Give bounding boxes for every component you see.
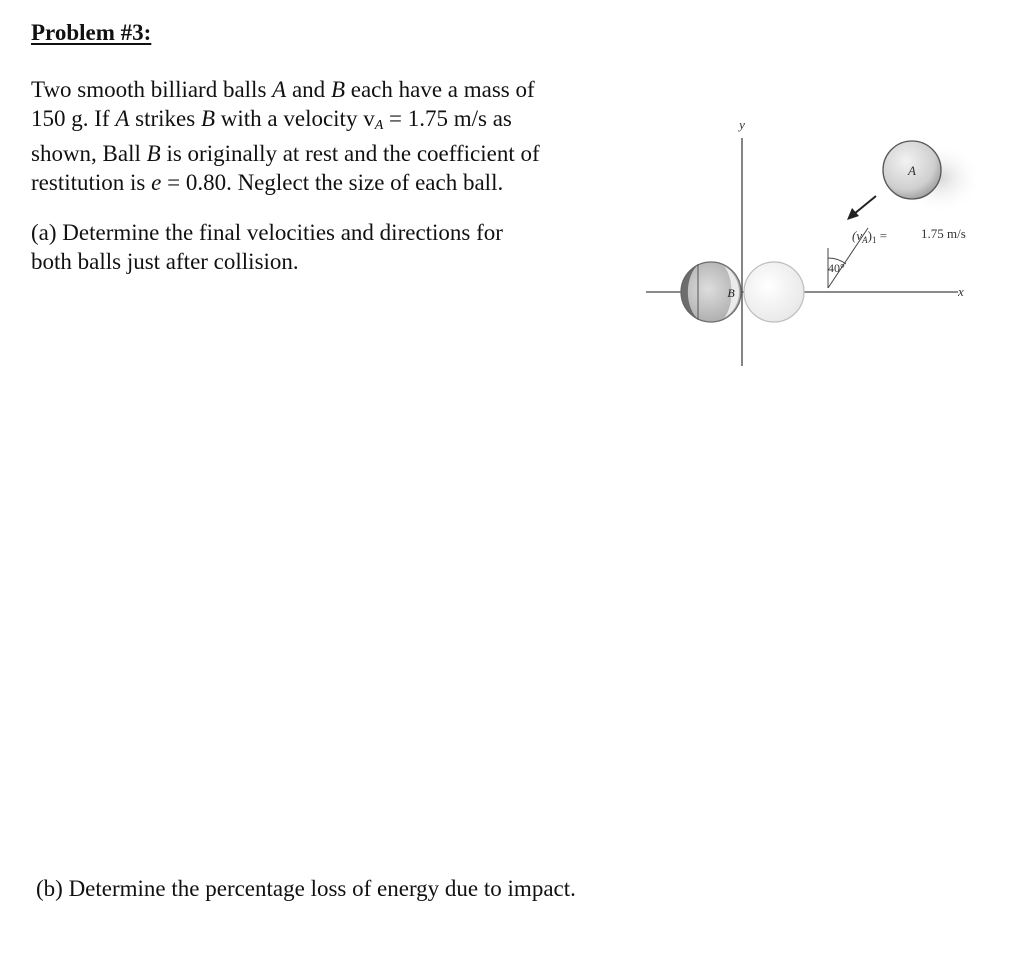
part-a-question xyxy=(31,219,601,276)
part-a-line-2: both balls just after collision. xyxy=(31,248,299,274)
ghost-ball-a-impact xyxy=(744,262,804,322)
statement-line-3: shown, Ball B is originally at rest and the coefficient of xyxy=(31,141,540,166)
velocity-value: 1.75 m/s xyxy=(921,226,966,241)
statement-line-2: 150 g. If A strikes B with a velocity $v_A = 1.75$ m/s as xyxy=(31,105,512,133)
part-a-line-1: (a) Determine the final velocities and directions for xyxy=(31,220,503,245)
y-axis-label: y xyxy=(739,117,745,132)
collision-diagram xyxy=(640,110,990,375)
velocity-arrow xyxy=(847,196,876,220)
part-b-line: (b) Determine the percentage loss of energy due to impact. xyxy=(36,876,576,901)
angle-label: 40° xyxy=(828,261,845,275)
statement-line-4: restitution is e = 0.80. Neglect the size of each ball. xyxy=(31,169,504,195)
problem-statement xyxy=(31,76,601,197)
part-b-question xyxy=(36,875,676,904)
velocity-symbol: $(v_A)_1$ = xyxy=(852,228,888,245)
x-axis-label: x xyxy=(958,284,964,299)
collision-diagram-svg xyxy=(640,110,990,375)
ball-a-label: A xyxy=(908,163,916,178)
statement-line-1: Two smooth billiard balls A and B each have a mass of xyxy=(31,77,535,102)
ball-b-label: B xyxy=(727,286,735,300)
problem-title: Problem #3: xyxy=(31,20,152,45)
